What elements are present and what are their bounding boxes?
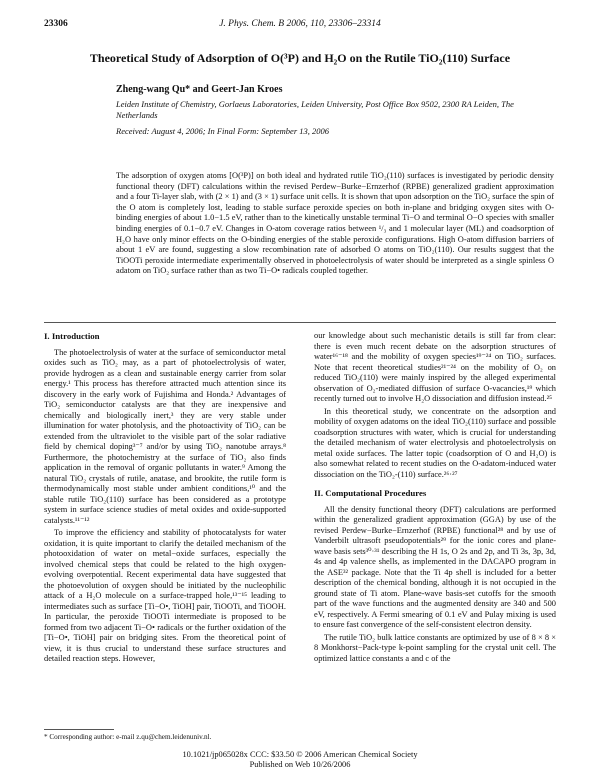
footnote-rule xyxy=(44,729,114,730)
right-column xyxy=(314,331,556,664)
journal-citation: J. Phys. Chem. B 2006, 110, 23306–23314 xyxy=(219,19,381,29)
doi-copyright-line: 10.1021/jp065028x CCC: $33.50 © 2006 American Chemical Society xyxy=(182,750,418,759)
intro-paragraph: In this theoretical study, we concentrate on the adsorption and mobility of oxygen adatoms on the ideal TiO₂(110) surface and possible coadsorption structures with water, which is crucial for understanding the detailed mechanism of water electrolysis and photoelectrolysis on metal oxide surfaces. The latter topic (coadsorption of O and H₂O) is also somewhat related to recent studies on the O-adatom-induced water dissociation on the TiO₂-(110) surface.²⁶·²⁷ xyxy=(314,406,556,479)
received-dates: Received: August 4, 2006; In Final Form: September 13, 2006 xyxy=(116,126,330,136)
left-column xyxy=(44,331,286,665)
intro-paragraph: The photoelectrolysis of water at the surface of semiconductor metal oxides such as TiO₂ may, as a part of photoelectrolysis of water, provide hydrogen as a clean and sustainable energy carrier from solar energy.¹ This process has therefore attracted much attention since its discovery in the early work of Fujishima and Honda.² Advantages of TiO₂ semiconductor catalysts are that they are inexpensive and chemically and biologically inert,³ they are very stable under illumination for water photolysis, and the photoactivity of TiO₂ can be extended from the ultraviolet to the visible part of the solar radiative field by chemical doping³⁻⁷ and/or by using TiO₂ nanotube arrays.⁸ Furthermore, the photochemistry at the surface of TiO₂ also finds application in the removal of organic pollutants in water.⁹ Among the natural TiO₂ crystals of rutile, anatase, and brookite, the rutile form is thermodynamically most stable under ambient conditions,¹⁰ and the stable rutile TiO₂(110) surface has been considered as a prototype system in surface science studies of metal oxides and oxide-supported catalysts.¹¹⁻¹² xyxy=(44,347,286,525)
page-number: 23306 xyxy=(44,19,68,29)
abstract: The adsorption of oxygen atoms [O(³P)] on both ideal and hydrated rutile TiO₂(110) surfaces is investigated by periodic density functional theory (DFT) calculations within the revised Perdew−Burke−Ernzerhof (RPBE) generalized gradient approximation and a four Ti-layer slab, with (2 × 1) and (3 × 1) surface unit cells. It is shown that upon adsorption on the TiO₂ surface the spin of the O atom is completely lost, leading to stable surface peroxide species on both in-plane and bridging oxygen sites with O-binding energies of about 1.0−1.5 eV, rather than to the kinetically unstable terminal Ti−O and terminal O−O species with smaller binding energies of 0.1−0.7 eV. Changes in O-atom coverage ratios between ¹/₃ and 1 molecular layer (ML) and coadsorption of H₂O have only minor effects on the O-binding energies of the stable peroxide configurations. High O-atom diffusion barriers of about 1 eV are found, suggesting a slow recombination rate of adsorbed O atoms on TiO₂(110). Our results suggest that the TiOOTi peroxide intermediate experimentally observed in photoelectrolysis of water should be interpreted as a single spinless O adatom on TiO₂ surface rather than as two Ti−O• radicals coupled together. xyxy=(116,171,554,276)
methods-paragraph: The rutile TiO₂ bulk lattice constants are optimized by use of 8 × 8 × 8 Monkhorst−Pack-type k-point sampling for the crystal unit cell. The optimized lattice constants a and c of the xyxy=(314,632,556,663)
paper-title: Theoretical Study of Adsorption of O(³P) and H₂O on the Rutile TiO₂(110) Surface xyxy=(89,51,511,65)
section-divider xyxy=(44,322,556,323)
published-date: Published on Web 10/26/2006 xyxy=(249,760,351,769)
methods-paragraph: All the density functional theory (DFT) calculations are performed within the generalized gradient approximation (GGA) by use of the revised Perdew−Burke−Ernzerhof (RPBE) functional²⁸ and by use of Vanderbilt ultrasoft pseudopotentials²⁹ for the ionic cores and plane-wave basis sets³⁰·³¹ describing the H 1s, O 2s and 2p, and Ti 3s, 3p, 3d, 4s and 4p valence shells, as implemented in the DACAPO program in the ASE³² package. Note that the Ti 4p shell is included for a better description of the chemical bonding, although it is not occupied in the ground state of Ti atom. Plane-wave basis-set cutoffs for the smooth part of the wave functions and the augmented density are 340 and 500 eV, respectively. A Fermi smearing of 0.1 eV and Pulay mixing is used to ensure fast convergence of the self-consistent electron density. xyxy=(314,504,556,629)
corresponding-author-footnote: * Corresponding author: e-mail z.qu@chem.leidenuniv.nl. xyxy=(44,733,212,741)
page-footer xyxy=(0,750,600,770)
intro-paragraph-continued: our knowledge about such mechanistic details is still far from clear: there is even much recent debate on the adsorption structures of water¹⁶⁻¹⁸ and the mobility of oxygen species¹⁹⁻²⁴ on TiO₂ surfaces. Note that recent theoretical studies²¹⁻²⁴ on the mobility of O₂ on reduced TiO₂(110) were mainly inspired by the alleged experimental observation of O₂-mediated diffusion of surface O-vacancies,¹⁹ which recently turned out to involve H₂O dissociation and diffusion instead.²⁵ xyxy=(314,331,556,403)
intro-paragraph: To improve the efficiency and stability of photocatalysts for water oxidation, it is quite important to clarify the detailed mechanism of the photooxidation of water on metal−oxide surfaces, especially the involved chemical steps that could be related to the high oxygen-evolving overpotential. Recent experimental data have suggested that the photoevolution of oxygen should be initiated by the nucleophilic attack of a H₂O molecule on a surface-trapped hole,¹³⁻¹⁵ leading to intermediates such as surface [Ti−O•, TiOH] pair, TiOOTi, and TiOOH. In particular, the peroxide TiOOTi intermediate is proposed to be formed from two adjacent Ti−O• radicals or the further oxidation of the [Ti−O•, TiOH] pair on bridging sites. From the theoretical point of view, it is thus crucial to understand these surface structures and detailed reaction steps. However, xyxy=(44,528,286,663)
section-heading-computational: II. Computational Procedures xyxy=(314,488,427,498)
section-heading-introduction: I. Introduction xyxy=(44,331,100,341)
author-list: Zheng-wang Qu* and Geert-Jan Kroes xyxy=(116,84,283,95)
running-header xyxy=(44,19,556,31)
affiliation: Leiden Institute of Chemistry, Gorlaeus Laboratories, Leiden University, Post Office Box 9502, 2300 RA Leiden, The Netherlands xyxy=(116,99,514,120)
